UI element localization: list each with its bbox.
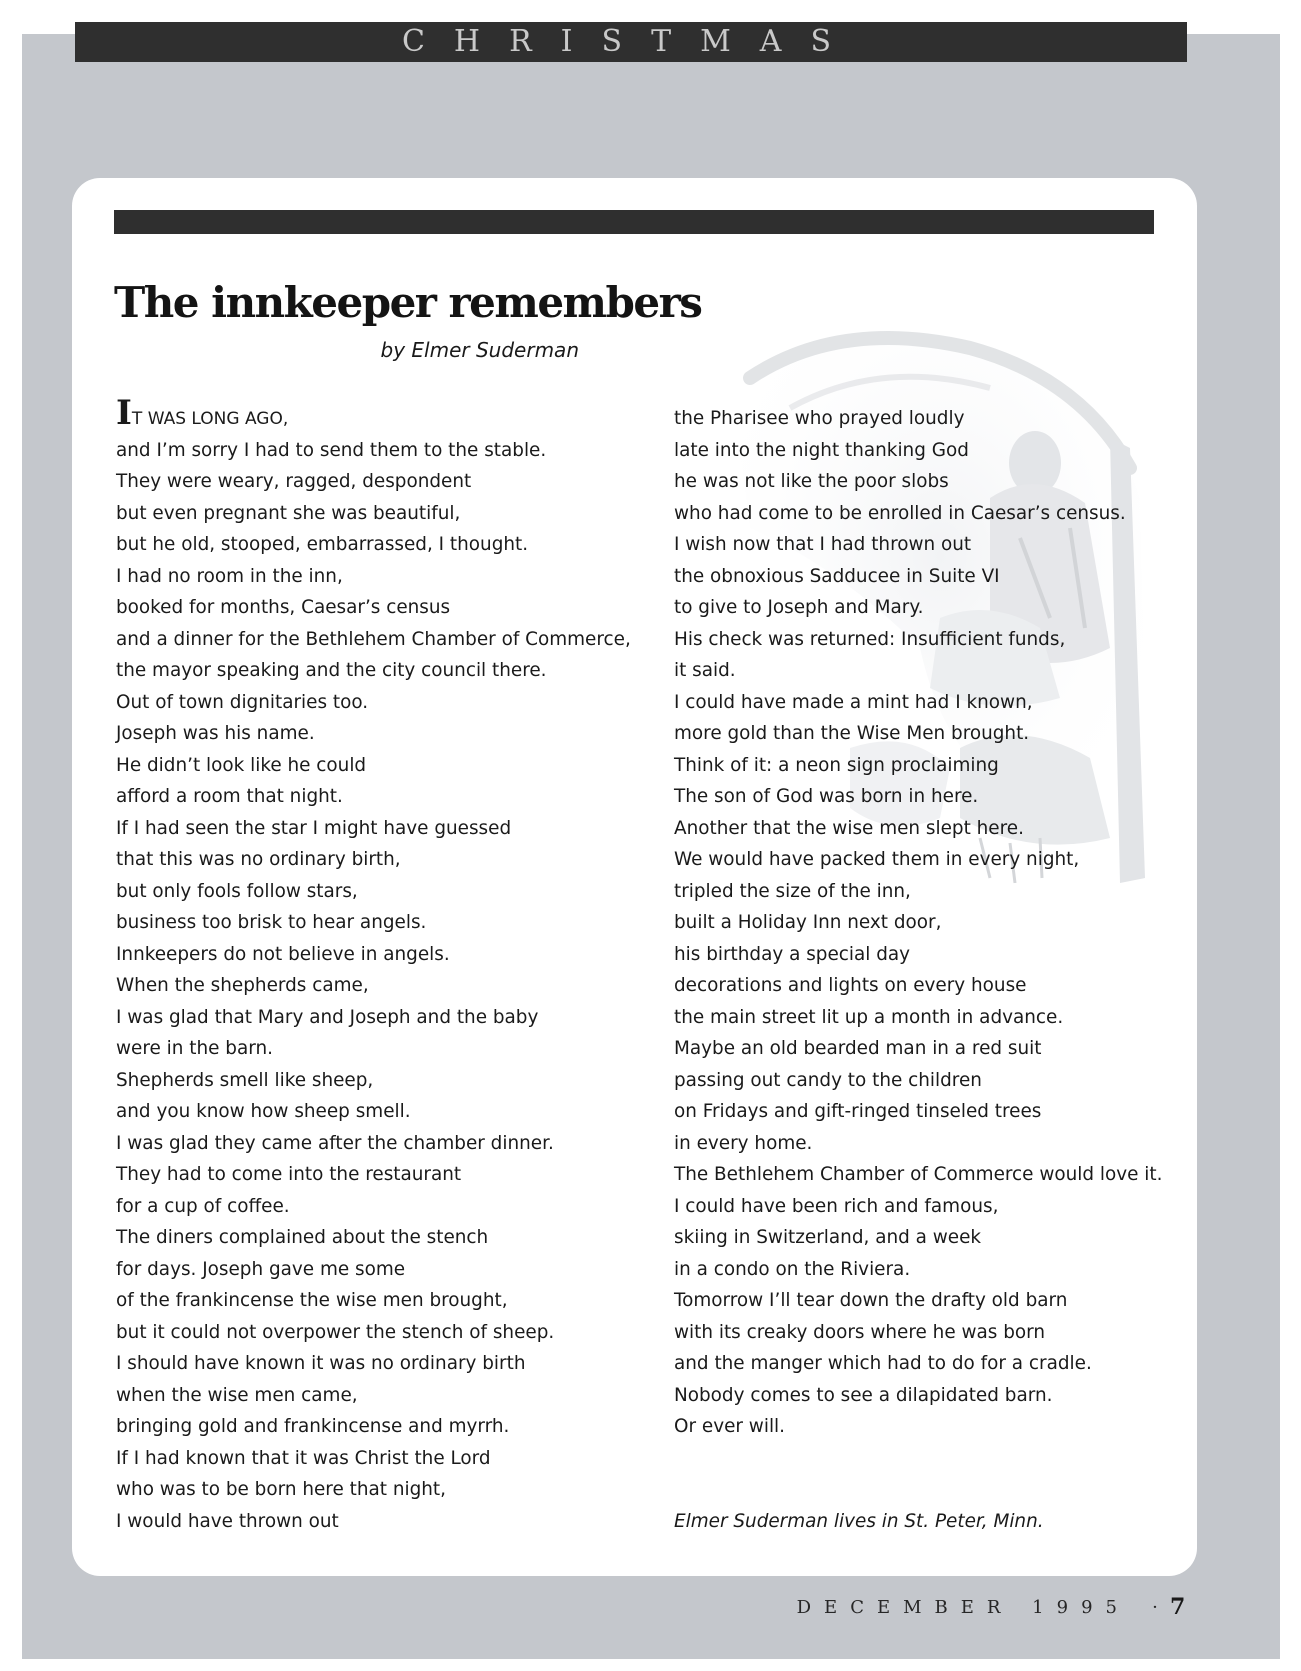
poem-line: but even pregnant she was beautiful, <box>116 502 461 524</box>
poem-line: Out of town dignitaries too. <box>116 691 369 713</box>
poem-line: bringing gold and frankincense and myrrh. <box>116 1416 510 1437</box>
poem-line: and I’m sorry I had to send them to the stable. <box>116 439 547 461</box>
poem-line: The son of God was born in here. <box>674 786 979 807</box>
poem-line: The diners complained about the stench <box>116 1227 489 1248</box>
drop-cap: I <box>116 393 132 433</box>
poem-line: Or ever will. <box>674 1416 786 1437</box>
poem-line: and a dinner for the Bethlehem Chamber of Commerce, <box>116 628 631 650</box>
poem-line: but only fools follow stars, <box>116 880 358 902</box>
poem-line: the obnoxious Sadducee in Suite VI <box>674 565 1000 587</box>
poem-line: I was glad that Mary and Joseph and the baby <box>116 1006 539 1028</box>
poem-line: Another that the wise men slept here. <box>674 817 1024 839</box>
poem-line: I was glad they came after the chamber dinner. <box>116 1132 554 1154</box>
poem-left-column <box>116 393 636 1537</box>
issue-date: DECEMBER 1995 <box>796 1597 1130 1618</box>
poem-right-column <box>674 403 1179 1443</box>
poem-line: who had come to be enrolled in Caesar’s census. <box>674 502 1126 524</box>
opening-words: T WAS LONG AGO, <box>131 409 289 429</box>
poem-line: with its creaky doors where he was born <box>674 1321 1046 1343</box>
poem-line: that this was no ordinary birth, <box>116 849 401 870</box>
poem-line: I could have made a mint had I known, <box>674 691 1033 713</box>
poem-line: for a cup of coffee. <box>116 1195 290 1217</box>
poem-line: on Fridays and gift-ringed tinseled trees <box>674 1101 1042 1122</box>
poem-line: built a Holiday Inn next door, <box>674 912 942 933</box>
poem-line: and the manger which had to do for a cradle. <box>674 1353 1092 1374</box>
poem-line: his birthday a special day <box>674 943 911 965</box>
poem-line: Think of it: a neon sign proclaiming <box>674 754 999 776</box>
poem-line: Innkeepers do not believe in angels. <box>116 943 450 965</box>
poem-line: booked for months, Caesar’s census <box>116 597 451 618</box>
poem-line: but it could not overpower the stench of sheep. <box>116 1321 555 1343</box>
poem-line: If I had seen the star I might have guessed <box>116 817 512 839</box>
poem-line: When the shepherds came, <box>116 975 369 996</box>
poem-line: I could have been rich and famous, <box>674 1195 999 1217</box>
poem-line: more gold than the Wise Men brought. <box>674 723 1030 744</box>
footer-separator: · <box>1152 1597 1158 1618</box>
poem-line: His check was returned: Insufficient funds, <box>674 628 1066 650</box>
poem-line: and you know how sheep smell. <box>116 1101 411 1122</box>
poem-line: Joseph was his name. <box>116 723 315 744</box>
article-title: The innkeeper remembers <box>114 278 702 327</box>
poem-opening-line <box>116 393 636 435</box>
poem-line: afford a room that night. <box>116 786 343 807</box>
poem-line: tripled the size of the inn, <box>674 880 911 902</box>
poem-line: in every home. <box>674 1132 813 1154</box>
poem-line: I wish now that I had thrown out <box>674 534 972 555</box>
poem-line: when the wise men came, <box>116 1384 358 1406</box>
poem-line: I should have known it was no ordinary birth <box>116 1353 526 1374</box>
article-rule <box>114 210 1154 234</box>
poem-line: in a condo on the Riviera. <box>674 1258 911 1280</box>
poem-line: We would have packed them in every night, <box>674 849 1080 870</box>
poem-line: the Pharisee who prayed loudly <box>674 408 965 429</box>
poem-line: I would have thrown out <box>116 1510 339 1532</box>
poem-line: If I had known that it was Christ the Lord <box>116 1447 491 1469</box>
poem-line: the mayor speaking and the city council there. <box>116 660 547 681</box>
poem-line: Shepherds smell like sheep, <box>116 1069 374 1091</box>
poem-line: for days. Joseph gave me some <box>116 1258 406 1280</box>
poem-line: I had no room in the inn, <box>116 565 343 587</box>
poem-line: The Bethlehem Chamber of Commerce would love it. <box>674 1164 1163 1185</box>
poem-line: the main street lit up a month in advance. <box>674 1006 1064 1028</box>
poem-line: to give to Joseph and Mary. <box>674 597 924 618</box>
poem-line: he was not like the poor slobs <box>674 471 949 492</box>
section-title: CHRISTMAS <box>401 24 861 59</box>
poem-line: decorations and lights on every house <box>674 975 1027 996</box>
poem-line: who was to be born here that night, <box>116 1479 446 1500</box>
poem-line: Nobody comes to see a dilapidated barn. <box>674 1384 1053 1406</box>
poem-line: business too brisk to hear angels. <box>116 912 427 933</box>
poem-line: skiing in Switzerland, and a week <box>674 1227 982 1248</box>
article-byline: by Elmer Suderman <box>380 338 579 362</box>
poem-line: Tomorrow I’ll tear down the drafty old barn <box>674 1290 1068 1311</box>
poem-line: They had to come into the restaurant <box>116 1164 462 1185</box>
poem-line: They were weary, ragged, despondent <box>116 471 472 492</box>
poem-line: late into the night thanking God <box>674 439 969 461</box>
poem-line: Maybe an old bearded man in a red suit <box>674 1038 1042 1059</box>
poem-line: were in the barn. <box>116 1038 273 1059</box>
poem-line: it said. <box>674 660 736 681</box>
page-number: 7 <box>1170 1594 1186 1620</box>
poem-line: passing out candy to the children <box>674 1069 982 1091</box>
author-bio: Elmer Suderman lives in St. Peter, Minn. <box>674 1511 1044 1532</box>
poem-line: He didn’t look like he could <box>116 754 367 776</box>
poem-line: of the frankincense the wise men brought, <box>116 1290 508 1311</box>
poem-line: but he old, stooped, embarrassed, I thought. <box>116 534 529 555</box>
